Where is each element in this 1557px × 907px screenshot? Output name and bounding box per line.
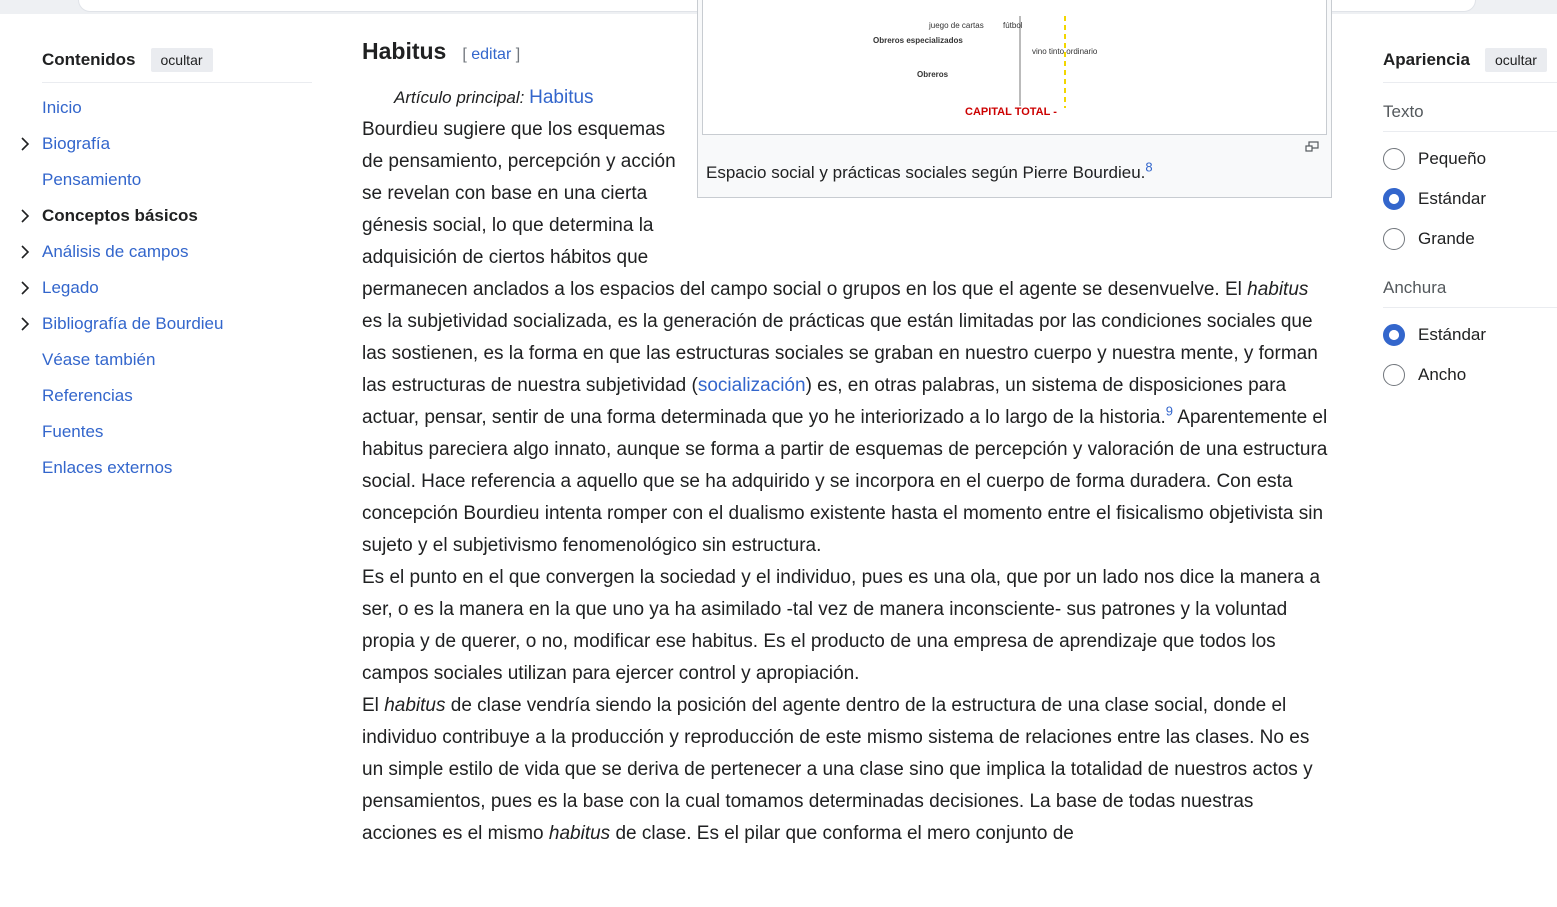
- toc-item[interactable]: [42, 378, 312, 414]
- social-space-diagram: [703, 0, 1328, 135]
- chevron-right-icon[interactable]: [20, 270, 34, 306]
- paragraph-3: [362, 690, 1332, 850]
- chevron-right-icon[interactable]: [20, 234, 34, 270]
- text-size-options: [1383, 132, 1557, 259]
- label-vino: vino tinto ordinario: [1032, 47, 1098, 56]
- p3-emphasis-2: habitus: [548, 823, 611, 844]
- appearance-hide-button[interactable]: ocultar: [1485, 48, 1547, 72]
- toc-item-label: Legado: [42, 278, 99, 297]
- label-capital-total: CAPITAL TOTAL -: [965, 106, 1057, 118]
- toc-item-label: Fuentes: [42, 422, 104, 441]
- radio-unchecked[interactable]: [1383, 228, 1405, 250]
- section-title: Habitus: [362, 38, 447, 64]
- label-juego: juego de cartas: [929, 21, 984, 30]
- toc-item[interactable]: [42, 162, 312, 198]
- table-of-contents: [42, 44, 312, 486]
- radio-checked[interactable]: [1383, 324, 1405, 346]
- edit-link[interactable]: editar: [471, 46, 512, 63]
- p1-text-a: Bourdieu sugiere que los esquemas de pensamiento, percepción y acción se revelan con base en una cierta génesis social, lo que determina la adquisición de ciertos hábitos que permanecen anclados a los espacios del campo social o grupos en los que el agente se desenvuelve. El: [362, 119, 1248, 300]
- toc-item[interactable]: [42, 90, 312, 126]
- toc-list: [42, 90, 312, 486]
- ref-9[interactable]: [1166, 404, 1173, 419]
- p1-emphasis: habitus: [1247, 279, 1309, 300]
- toc-title: Contenidos: [42, 50, 136, 69]
- radio-option[interactable]: [1383, 179, 1557, 219]
- socializacion-link[interactable]: socialización: [697, 375, 806, 396]
- p1-text-c: ) es, en otras palabras, un sistema de disposiciones para actuar, pensar, sentir de una forma determinada que yo he interiorizado a lo largo de la historia.: [362, 375, 1287, 428]
- radio-option[interactable]: [1383, 219, 1557, 259]
- toc-item[interactable]: [42, 198, 312, 234]
- paragraph-2: Es el punto en el que convergen la sociedad y el individuo, pues es una ola, que por un lado nos dice la manera a ser, o es la manera en la que uno ya ha asimilado -tal vez de manera inconsciente- sus patrones y la voluntad propia y de querer, o no, modificar ese habitus. Es el producto de una empresa de aprendizaje que todos los campos sociales utilizan para ejercer control y apropiación.: [362, 567, 1321, 684]
- text-size-label: Texto: [1383, 93, 1557, 132]
- toc-item-label: Pensamiento: [42, 170, 142, 189]
- radio-label: Pequeño: [1418, 149, 1487, 168]
- p3-text-b: de clase vendría siendo la posición del agente dentro de la estructura de una clase social, donde el individuo contribuye a la producción y reproducción de este mismo sistema de relaciones entre las clases. No es un simple estilo de vida que se deriva de pertenecer a una clase sino que implica la totalidad de nuestros actos y pensamientos, pues es la base con la cual tomamos determinadas decisiones. La base de todas nuestras acciones es el mismo: [362, 695, 1313, 844]
- ref-8-link[interactable]: 8: [1145, 159, 1153, 175]
- width-label: Anchura: [1383, 269, 1557, 308]
- edit-bracket-open: [: [462, 46, 467, 63]
- toc-item-label: Enlaces externos: [42, 458, 173, 477]
- radio-label: Estándar: [1418, 325, 1487, 344]
- toc-item[interactable]: [42, 450, 312, 486]
- toc-item[interactable]: [42, 414, 312, 450]
- toc-item[interactable]: [42, 126, 312, 162]
- hatnote-prefix: Artículo principal:: [394, 88, 525, 107]
- appearance-title: Apariencia: [1383, 50, 1470, 69]
- edit-bracket-close: ]: [515, 46, 521, 63]
- toc-item[interactable]: [42, 270, 312, 306]
- chevron-right-icon[interactable]: [20, 126, 34, 162]
- width-options: [1383, 308, 1557, 395]
- edit-section: [462, 46, 520, 64]
- toc-item-label: Inicio: [42, 98, 82, 117]
- radio-label: Grande: [1418, 229, 1475, 248]
- label-especializados: Obreros especializados: [873, 36, 963, 45]
- label-obreros: Obreros: [917, 70, 949, 79]
- caption-text: Espacio social y prácticas sociales según Pierre Bourdieu.: [706, 163, 1146, 182]
- toc-item-label: Biografía: [42, 134, 111, 153]
- hatnote-link[interactable]: Habitus: [529, 87, 594, 108]
- label-futbol: fútbol: [1003, 21, 1023, 30]
- chevron-right-icon[interactable]: [20, 306, 34, 342]
- toc-header: [42, 44, 312, 83]
- chevron-right-icon[interactable]: [20, 198, 34, 234]
- enlarge-icon[interactable]: [1305, 140, 1319, 158]
- p3-text-a: El: [362, 695, 385, 716]
- appearance-header: [1383, 44, 1557, 83]
- toc-item[interactable]: [42, 306, 312, 342]
- radio-unchecked[interactable]: [1383, 148, 1405, 170]
- radio-option[interactable]: [1383, 315, 1557, 355]
- ref-9-link[interactable]: 9: [1165, 403, 1173, 419]
- figure-image[interactable]: [702, 0, 1327, 135]
- toc-item[interactable]: [42, 342, 312, 378]
- toc-item-label: Bibliografía de Bourdieu: [42, 314, 224, 333]
- figure-thumbnail: [697, 0, 1332, 198]
- toc-item[interactable]: [42, 234, 312, 270]
- radio-checked[interactable]: [1383, 188, 1405, 210]
- toc-item-label: Véase también: [42, 350, 156, 369]
- radio-unchecked[interactable]: [1383, 364, 1405, 386]
- toc-item-label: Conceptos básicos: [42, 206, 198, 225]
- appearance-panel: [1383, 44, 1557, 395]
- p1-text-b: es la subjetividad socializada, es la generación de prácticas que están limitadas por las condiciones sociales que las sostienen, es la forma en que las estructuras sociales se graban en nuestro cuerpo y nuestra mente, y forman las estructuras de nuestra subjetividad (: [362, 311, 1318, 396]
- radio-option[interactable]: [1383, 355, 1557, 395]
- figure-caption: [706, 159, 1153, 183]
- toc-item-label: Referencias: [42, 386, 133, 405]
- radio-option[interactable]: [1383, 139, 1557, 179]
- toc-hide-button[interactable]: ocultar: [151, 48, 213, 72]
- p3-text-c: de clase. Es el pilar que conforma el mero conjunto de: [610, 823, 1074, 844]
- p3-emphasis-1: habitus: [384, 695, 446, 716]
- toc-item-label: Análisis de campos: [42, 242, 189, 261]
- radio-label: Estándar: [1418, 189, 1487, 208]
- radio-label: Ancho: [1418, 365, 1467, 384]
- ref-8[interactable]: [1145, 159, 1152, 174]
- p1-text-d: Aparentemente el habitus pareciera algo innato, aunque se forma a partir de esquemas de percepción y valoración de una estructura social. Hace referencia a aquello que se ha adquirido y se incorpora en el cuerpo de forma duradera. Con esta concepción Bourdieu intenta romper con el dualismo existente hasta el momento entre el fisicalismo objetivista sin sujeto y el subjetivismo fenomenológico sin estructura.: [362, 407, 1328, 556]
